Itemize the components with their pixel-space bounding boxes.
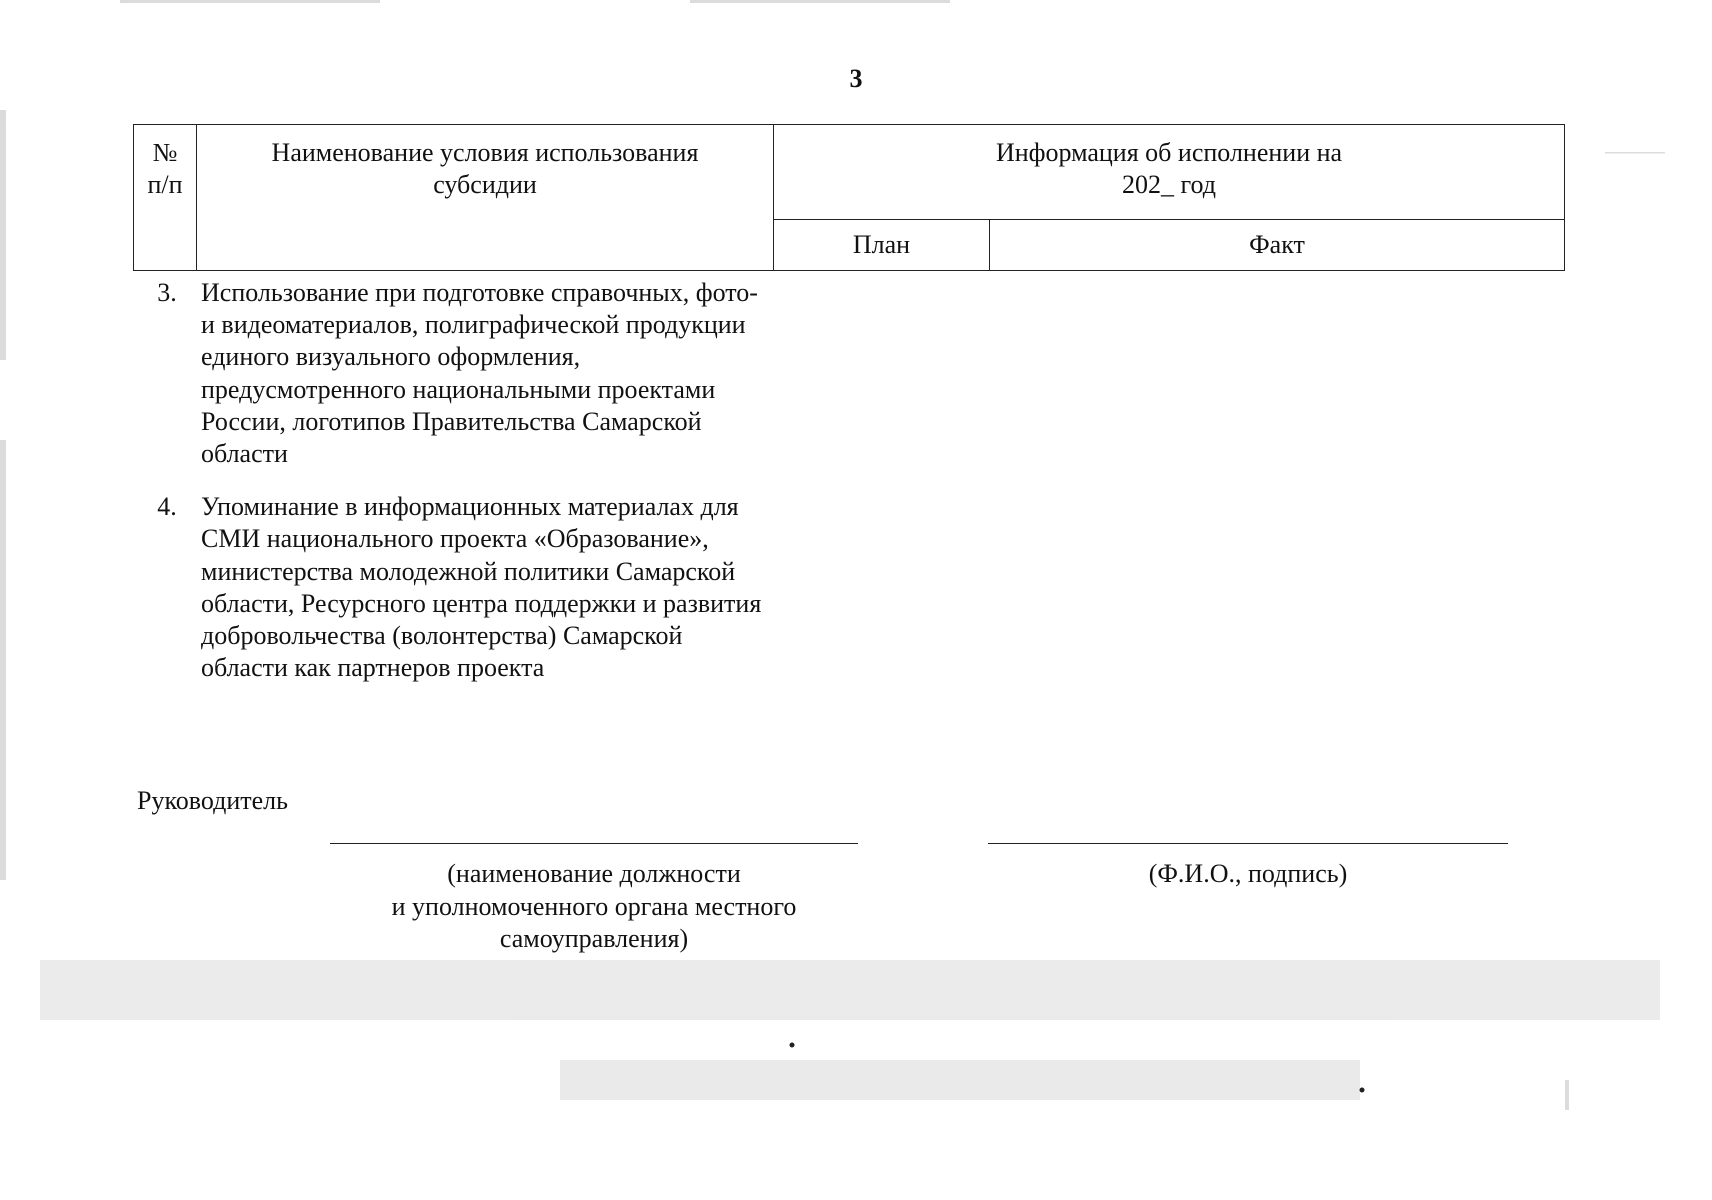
list-item bbox=[133, 491, 773, 684]
row-number: 4. bbox=[157, 492, 177, 522]
header-plan bbox=[774, 220, 990, 271]
position-caption-line: (наименование должности bbox=[447, 859, 741, 888]
name-caption: (Ф.И.О., подпись) bbox=[1148, 859, 1348, 888]
list-item bbox=[133, 277, 773, 470]
row-text: Использование при подготовке справочных, фото- и видеоматериалов, полиграфической продукции единого визуального оформления, предусмотренного национальными проектами России, логотипов Правительства Самарской области bbox=[201, 278, 758, 469]
header-name-label: Наименование условия использования субсидии bbox=[271, 138, 699, 199]
condition-rows bbox=[133, 277, 773, 705]
header-info bbox=[774, 125, 1565, 220]
position-caption bbox=[330, 858, 858, 956]
page-number: 3 bbox=[849, 64, 863, 93]
header-fact bbox=[990, 220, 1565, 271]
header-number-label: № п/п bbox=[147, 138, 183, 199]
position-caption-line: самоуправления) bbox=[499, 924, 689, 953]
header-plan-label: План bbox=[852, 230, 911, 259]
manager-label: Руководитель bbox=[137, 786, 288, 815]
name-signature-line bbox=[988, 843, 1508, 844]
header-table bbox=[133, 124, 1565, 271]
position-signature-line bbox=[330, 843, 858, 844]
header-name bbox=[197, 125, 774, 271]
header-fact-label: Факт bbox=[1249, 230, 1305, 259]
header-number bbox=[134, 125, 197, 271]
row-number: 3. bbox=[157, 278, 177, 307]
row-text: Упоминание в информационных материалах для СМИ национального проекта «Образование», министерства молодежной политики Самарской области, Ресурсного центра поддержки и развития добровольчества (волонтерства) Самарской области как партнеров проекта bbox=[201, 492, 762, 683]
header-info-label: Информация об исполнении на 202_ год bbox=[995, 138, 1343, 199]
position-caption-line: и уполномоченного органа местного bbox=[391, 891, 797, 921]
